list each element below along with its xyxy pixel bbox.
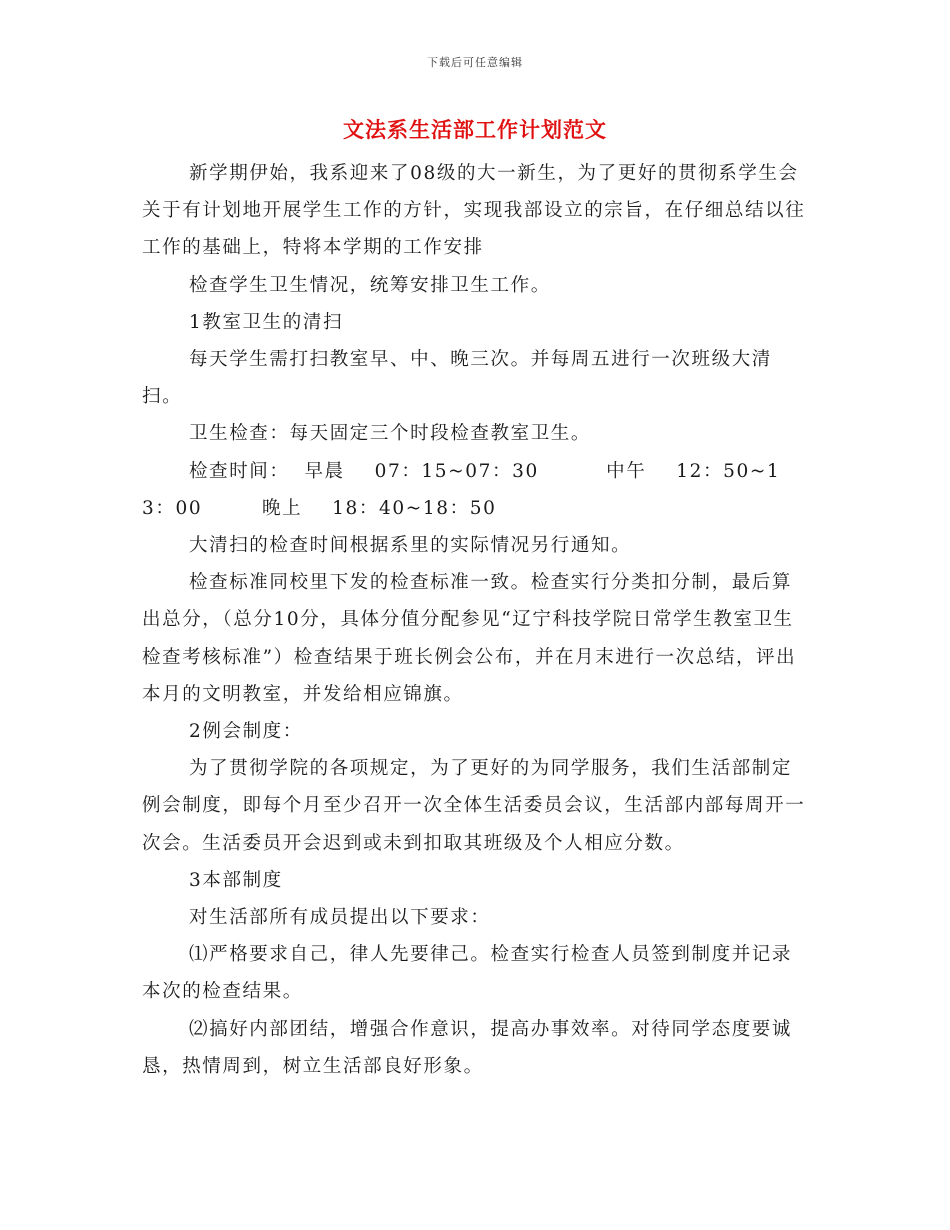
header-note: 下载后可任意编辑 [427, 56, 523, 69]
paragraph-check-times: 检查时间： 早晨 07：15~07：30 中午 12：50~13：00 晚上 18：40~18：50 [142, 460, 781, 519]
list-item-requirement-1: ⑴严格要求自己，律人先要律己。检查实行检查人员签到制度并记录本次的检查结果。 [142, 944, 793, 1003]
paragraph-hygiene-summary: 检查学生卫生情况，统筹安排卫生工作。 [189, 274, 551, 296]
paragraph-member-requirements: 对生活部所有成员提出以下要求： [189, 907, 491, 929]
document-body [142, 155, 810, 1085]
document-title: 文法系生活部工作计划范文 [343, 117, 607, 142]
paragraph-check-standard: 检查标准同校里下发的检查标准一致。检查实行分类扣分制，最后算出总分，（总分10分，具体分值分配参见“辽宁科技学院日常学生教室卫生检查考核标准”）检查结果于班长例会公布，并在月末进行一次总结，评出本月的文明教室，并发给相应锦旗。 [142, 572, 797, 705]
paragraph-meeting-system: 为了贯彻学院的各项规定，为了更好的为同学服务，我们生活部制定例会制度，即每个月至少召开一次全体生活委员会议，生活部内部每周开一次会。生活委员开会迟到或未到扣取其班级及个人相应分数。 [142, 758, 806, 854]
paragraph-big-cleaning-notice: 大清扫的检查时间根据系里的实际情况另行通知。 [189, 535, 632, 557]
paragraph-hygiene-check: 卫生检查：每天固定三个时段检查教室卫生。 [189, 423, 592, 445]
paragraph-intro: 新学期伊始，我系迎来了08级的大一新生，为了更好的贯彻系学生会关于有计划地开展学生工作的方针，实现我部设立的宗旨，在仔细总结以往工作的基础上，特将本学期的工作安排 [142, 163, 806, 259]
list-item-requirement-2: ⑵搞好内部团结，增强合作意识，提高办事效率。对待同学态度要诚恳，热情周到，树立生活部良好形象。 [142, 1018, 793, 1077]
section-heading-meeting-system: 2例会制度： [189, 721, 303, 743]
paragraph-daily-cleaning: 每天学生需打扫教室早、中、晚三次。并每周五进行一次班级大清扫。 [142, 349, 772, 408]
section-heading-classroom-cleaning: 1教室卫生的清扫 [189, 311, 344, 333]
section-heading-department-rules: 3本部制度 [189, 869, 283, 891]
